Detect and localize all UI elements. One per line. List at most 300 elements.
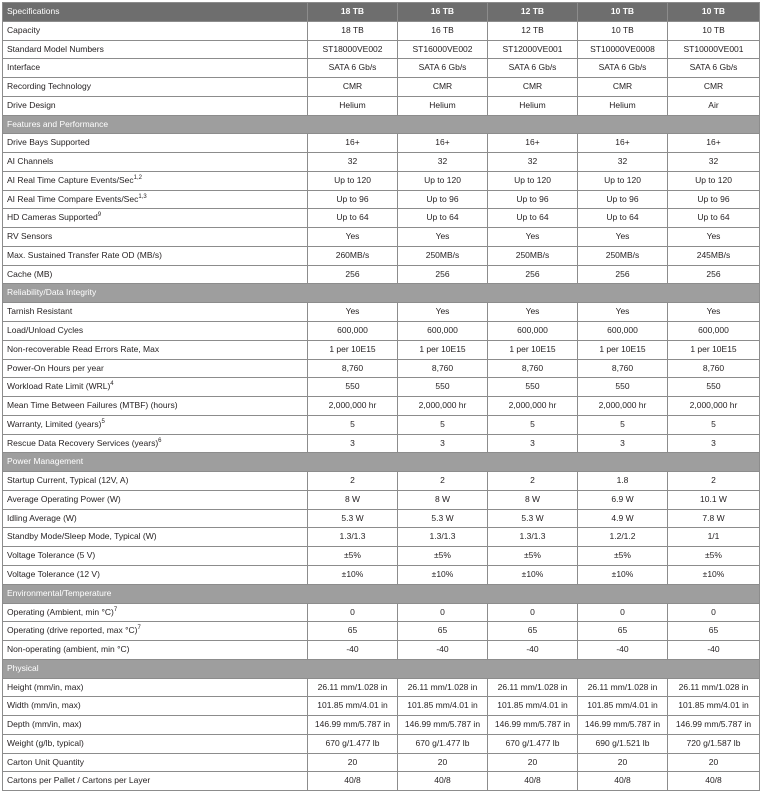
row-label-text: Capacity	[7, 24, 41, 35]
row-value-cell: CMR	[668, 78, 760, 97]
row-label-text: Average Operating Power (W)	[7, 493, 121, 504]
row-value-cell: Up to 64	[488, 209, 578, 228]
row-value-cell: 256	[488, 265, 578, 284]
row-value-cell: 2,000,000 hr	[488, 397, 578, 416]
row-value-cell: ±10%	[308, 565, 398, 584]
row-label	[3, 528, 308, 547]
table-row	[3, 209, 760, 228]
row-value-cell: Helium	[308, 96, 398, 115]
row-label	[3, 322, 308, 341]
row-value-cell: 2	[668, 472, 760, 491]
row-value-cell: 1.3/1.3	[308, 528, 398, 547]
row-value-cell: 4.9 W	[578, 509, 668, 528]
table-row	[3, 772, 760, 791]
row-value-cell: CMR	[398, 78, 488, 97]
row-value-cell: Up to 64	[668, 209, 760, 228]
section-title: Features and Performance	[3, 115, 760, 134]
row-value-cell: SATA 6 Gb/s	[488, 59, 578, 78]
table-row	[3, 134, 760, 153]
row-value-cell: 1.2/1.2	[578, 528, 668, 547]
row-label	[3, 228, 308, 247]
row-value-cell: 146.99 mm/5.787 in	[398, 716, 488, 735]
row-value-cell: 146.99 mm/5.787 in	[578, 716, 668, 735]
footnote-marker: 5	[101, 419, 105, 426]
row-value-cell: Yes	[308, 228, 398, 247]
row-value-cell: 16+	[398, 134, 488, 153]
row-value-cell: 1.8	[578, 472, 668, 491]
row-value-cell: 2	[308, 472, 398, 491]
row-value-cell: 146.99 mm/5.787 in	[668, 716, 760, 735]
row-label-text: Recording Technology	[7, 81, 91, 92]
row-value-cell: 12 TB	[488, 21, 578, 40]
row-value-cell: 26.11 mm/1.028 in	[398, 678, 488, 697]
footnote-marker: 6	[158, 437, 162, 444]
row-value-cell: 16+	[578, 134, 668, 153]
section-title: Power Management	[3, 453, 760, 472]
row-value-cell: 245MB/s	[668, 246, 760, 265]
row-label	[3, 78, 308, 97]
row-value-cell: CMR	[578, 78, 668, 97]
row-label-text: Standard Model Numbers	[7, 43, 104, 54]
table-row	[3, 359, 760, 378]
row-value-cell: Up to 96	[578, 190, 668, 209]
row-label-text: AI Real Time Capture Events/Sec	[7, 174, 134, 185]
row-value-cell: ST12000VE001	[488, 40, 578, 59]
row-label-text: Warranty, Limited (years)	[7, 418, 102, 429]
row-value-cell: 0	[398, 603, 488, 622]
row-value-cell: 3	[488, 434, 578, 453]
table-row	[3, 78, 760, 97]
row-value-cell: 670 g/1.477 lb	[308, 734, 398, 753]
row-value-cell: 26.11 mm/1.028 in	[308, 678, 398, 697]
row-label	[3, 340, 308, 359]
row-value-cell: 32	[578, 153, 668, 172]
table-row	[3, 228, 760, 247]
row-value-cell: 0	[308, 603, 398, 622]
row-value-cell: 720 g/1.587 lb	[668, 734, 760, 753]
row-value-cell: -40	[398, 641, 488, 660]
table-row	[3, 265, 760, 284]
row-label	[3, 603, 308, 622]
row-value-cell: ST10000VE001	[668, 40, 760, 59]
row-label-text: Carton Unit Quantity	[7, 756, 85, 767]
row-value-cell: 256	[578, 265, 668, 284]
row-value-cell: ST18000VE002	[308, 40, 398, 59]
row-value-cell: Up to 96	[668, 190, 760, 209]
row-label	[3, 378, 308, 397]
row-value-cell: 3	[578, 434, 668, 453]
section-header-row	[3, 115, 760, 134]
row-value-cell: ±5%	[578, 547, 668, 566]
row-label-text: AI Real Time Compare Events/Sec	[7, 193, 139, 204]
row-label	[3, 678, 308, 697]
row-value-cell: 5	[578, 415, 668, 434]
row-value-cell: 65	[398, 622, 488, 641]
row-value-cell: 670 g/1.477 lb	[398, 734, 488, 753]
row-label	[3, 59, 308, 78]
row-label-text: Interface	[7, 62, 41, 73]
table-row	[3, 734, 760, 753]
row-value-cell: 8,760	[488, 359, 578, 378]
table-header-row	[3, 3, 760, 22]
row-value-cell: 1 per 10E15	[398, 340, 488, 359]
row-label	[3, 265, 308, 284]
row-label	[3, 641, 308, 660]
row-value-cell: Up to 96	[488, 190, 578, 209]
row-value-cell: Yes	[488, 228, 578, 247]
row-label-text: Idling Average (W)	[7, 512, 77, 523]
row-value-cell: 5	[308, 415, 398, 434]
table-row	[3, 678, 760, 697]
row-label-text: Voltage Tolerance (5 V)	[7, 550, 96, 561]
row-value-cell: 40/8	[578, 772, 668, 791]
row-value-cell: 65	[668, 622, 760, 641]
row-value-cell: 256	[668, 265, 760, 284]
row-value-cell: 8 W	[308, 490, 398, 509]
row-label	[3, 134, 308, 153]
row-value-cell: 2,000,000 hr	[578, 397, 668, 416]
row-label	[3, 190, 308, 209]
row-value-cell: -40	[668, 641, 760, 660]
table-row	[3, 641, 760, 660]
section-title: Environmental/Temperature	[3, 584, 760, 603]
row-value-cell: 2	[488, 472, 578, 491]
footnote-marker: 7	[113, 606, 118, 613]
row-value-cell: ±5%	[308, 547, 398, 566]
row-label-text: HD Cameras Supported	[7, 212, 98, 223]
row-label-text: Standby Mode/Sleep Mode, Typical (W)	[7, 531, 157, 542]
row-value-cell: Up to 120	[398, 171, 488, 190]
row-value-cell: ST16000VE002	[398, 40, 488, 59]
row-value-cell: 65	[488, 622, 578, 641]
row-value-cell: 10 TB	[578, 21, 668, 40]
row-value-cell: 256	[398, 265, 488, 284]
row-value-cell: ±5%	[668, 547, 760, 566]
footnote-marker: 9	[97, 212, 102, 219]
row-value-cell: Air	[668, 96, 760, 115]
table-row	[3, 246, 760, 265]
row-value-cell: Yes	[488, 303, 578, 322]
table-row	[3, 565, 760, 584]
row-value-cell: Yes	[398, 228, 488, 247]
row-value-cell: SATA 6 Gb/s	[668, 59, 760, 78]
table-row	[3, 547, 760, 566]
table-row	[3, 21, 760, 40]
row-label-text: Workload Rate Limit (WRL)	[7, 381, 111, 392]
specifications-table	[2, 2, 760, 791]
row-label	[3, 772, 308, 791]
row-value-cell: Yes	[308, 303, 398, 322]
row-value-cell: 20	[488, 753, 578, 772]
row-label	[3, 397, 308, 416]
row-label	[3, 209, 308, 228]
row-value-cell: 10 TB	[668, 21, 760, 40]
row-value-cell: 32	[398, 153, 488, 172]
row-value-cell: 32	[668, 153, 760, 172]
row-value-cell: Yes	[668, 228, 760, 247]
row-value-cell: 550	[578, 378, 668, 397]
row-value-cell: 5	[398, 415, 488, 434]
table-row	[3, 59, 760, 78]
row-value-cell: 40/8	[308, 772, 398, 791]
row-label	[3, 21, 308, 40]
row-label	[3, 153, 308, 172]
section-header-row	[3, 284, 760, 303]
row-value-cell: 1 per 10E15	[668, 340, 760, 359]
row-label-text: Non-operating (ambient, min °C)	[7, 644, 130, 655]
row-value-cell: 1 per 10E15	[578, 340, 668, 359]
row-value-cell: 600,000	[308, 322, 398, 341]
section-title: Reliability/Data Integrity	[3, 284, 760, 303]
row-value-cell: SATA 6 Gb/s	[578, 59, 668, 78]
row-value-cell: 250MB/s	[578, 246, 668, 265]
row-value-cell: 256	[308, 265, 398, 284]
row-value-cell: Helium	[578, 96, 668, 115]
row-value-cell: ±10%	[668, 565, 760, 584]
row-value-cell: ST10000VE0008	[578, 40, 668, 59]
table-row	[3, 171, 760, 190]
section-header-row	[3, 453, 760, 472]
row-label-text: Power-On Hours per year	[7, 362, 104, 373]
row-value-cell: 3	[668, 434, 760, 453]
row-value-cell: 2,000,000 hr	[308, 397, 398, 416]
row-label-text: Operating (drive reported, max °C)	[7, 625, 138, 636]
row-label-text: Startup Current, Typical (12V, A)	[7, 475, 129, 486]
row-value-cell: 2,000,000 hr	[668, 397, 760, 416]
row-value-cell: 101.85 mm/4.01 in	[578, 697, 668, 716]
row-value-cell: SATA 6 Gb/s	[308, 59, 398, 78]
row-label-text: Height (mm/in, max)	[7, 681, 84, 692]
row-value-cell: 16+	[488, 134, 578, 153]
row-value-cell: -40	[488, 641, 578, 660]
header-column-1: 18 TB	[308, 3, 398, 22]
row-label-text: Voltage Tolerance (12 V)	[7, 568, 100, 579]
row-value-cell: Up to 120	[308, 171, 398, 190]
row-value-cell: 20	[668, 753, 760, 772]
row-value-cell: 40/8	[668, 772, 760, 791]
row-value-cell: 0	[668, 603, 760, 622]
table-row	[3, 153, 760, 172]
table-row	[3, 472, 760, 491]
row-value-cell: 16 TB	[398, 21, 488, 40]
row-value-cell: 20	[398, 753, 488, 772]
row-label-text: Load/Unload Cycles	[7, 325, 84, 336]
row-value-cell: 670 g/1.477 lb	[488, 734, 578, 753]
row-value-cell: 26.11 mm/1.028 in	[488, 678, 578, 697]
row-value-cell: 3	[398, 434, 488, 453]
row-value-cell: 550	[308, 378, 398, 397]
row-value-cell: 146.99 mm/5.787 in	[308, 716, 398, 735]
table-row	[3, 415, 760, 434]
row-value-cell: 250MB/s	[398, 246, 488, 265]
row-value-cell: 8,760	[668, 359, 760, 378]
row-value-cell: 5	[488, 415, 578, 434]
specifications-table-body	[3, 3, 760, 791]
row-value-cell: 16+	[308, 134, 398, 153]
table-row	[3, 697, 760, 716]
row-value-cell: 0	[578, 603, 668, 622]
row-value-cell: 600,000	[398, 322, 488, 341]
row-value-cell: ±5%	[488, 547, 578, 566]
row-value-cell: 20	[308, 753, 398, 772]
row-value-cell: Yes	[398, 303, 488, 322]
row-value-cell: 8 W	[488, 490, 578, 509]
row-value-cell: Yes	[578, 303, 668, 322]
row-value-cell: 690 g/1.521 lb	[578, 734, 668, 753]
row-value-cell: 550	[398, 378, 488, 397]
row-value-cell: Up to 120	[668, 171, 760, 190]
table-row	[3, 322, 760, 341]
table-row	[3, 490, 760, 509]
row-label-text: Cartons per Pallet / Cartons per Layer	[7, 775, 151, 786]
row-value-cell: 101.85 mm/4.01 in	[398, 697, 488, 716]
row-value-cell: 2,000,000 hr	[398, 397, 488, 416]
row-value-cell: -40	[308, 641, 398, 660]
row-value-cell: Yes	[578, 228, 668, 247]
row-value-cell: 550	[488, 378, 578, 397]
row-value-cell: 1 per 10E15	[308, 340, 398, 359]
row-value-cell: 600,000	[488, 322, 578, 341]
row-value-cell: Up to 120	[578, 171, 668, 190]
table-row	[3, 528, 760, 547]
row-value-cell: CMR	[308, 78, 398, 97]
row-value-cell: 40/8	[488, 772, 578, 791]
row-label	[3, 303, 308, 322]
table-row	[3, 622, 760, 641]
row-value-cell: 101.85 mm/4.01 in	[488, 697, 578, 716]
row-value-cell: 26.11 mm/1.028 in	[668, 678, 760, 697]
row-value-cell: -40	[578, 641, 668, 660]
header-column-5: 10 TB	[668, 3, 760, 22]
row-value-cell: 550	[668, 378, 760, 397]
header-column-2: 16 TB	[398, 3, 488, 22]
table-row	[3, 716, 760, 735]
row-label-text: Rescue Data Recovery Services (years)	[7, 437, 159, 448]
section-header-row	[3, 659, 760, 678]
row-label-text: Width (mm/in, max)	[7, 700, 81, 711]
footnote-marker: 7	[137, 625, 141, 632]
row-label	[3, 716, 308, 735]
footnote-marker: 1,3	[138, 193, 147, 200]
row-label-text: Operating (Ambient, min °C)	[7, 606, 114, 617]
row-label-text: Mean Time Between Failures (MTBF) (hours)	[7, 400, 178, 411]
row-value-cell: 1/1	[668, 528, 760, 547]
row-label	[3, 509, 308, 528]
table-row	[3, 603, 760, 622]
table-row	[3, 96, 760, 115]
footnote-marker: 1,2	[133, 175, 142, 182]
table-row	[3, 753, 760, 772]
row-value-cell: Up to 64	[398, 209, 488, 228]
row-value-cell: 10.1 W	[668, 490, 760, 509]
row-label	[3, 734, 308, 753]
table-row	[3, 378, 760, 397]
row-value-cell: 8,760	[578, 359, 668, 378]
header-column-4: 10 TB	[578, 3, 668, 22]
row-value-cell: 1 per 10E15	[488, 340, 578, 359]
row-value-cell: 101.85 mm/4.01 in	[668, 697, 760, 716]
table-row	[3, 434, 760, 453]
row-label-text: Weight (g/lb, typical)	[7, 737, 84, 748]
row-value-cell: Up to 120	[488, 171, 578, 190]
row-label	[3, 40, 308, 59]
table-row	[3, 40, 760, 59]
row-value-cell: ±10%	[398, 565, 488, 584]
row-label	[3, 171, 308, 190]
row-value-cell: 5.3 W	[398, 509, 488, 528]
row-value-cell: ±10%	[578, 565, 668, 584]
row-value-cell: 101.85 mm/4.01 in	[308, 697, 398, 716]
row-value-cell: 0	[488, 603, 578, 622]
row-value-cell: Up to 96	[398, 190, 488, 209]
row-value-cell: 1.3/1.3	[398, 528, 488, 547]
row-value-cell: 32	[488, 153, 578, 172]
header-column-3: 12 TB	[488, 3, 578, 22]
row-value-cell: 600,000	[578, 322, 668, 341]
row-value-cell: ±10%	[488, 565, 578, 584]
row-value-cell: CMR	[488, 78, 578, 97]
row-label-text: Drive Bays Supported	[7, 137, 90, 148]
section-header-row	[3, 584, 760, 603]
row-value-cell: 5.3 W	[488, 509, 578, 528]
row-value-cell: Helium	[398, 96, 488, 115]
table-row	[3, 340, 760, 359]
row-label	[3, 359, 308, 378]
row-value-cell: 6.9 W	[578, 490, 668, 509]
row-value-cell: 7.8 W	[668, 509, 760, 528]
row-value-cell: 32	[308, 153, 398, 172]
row-label	[3, 622, 308, 641]
row-label	[3, 697, 308, 716]
row-value-cell: Up to 96	[308, 190, 398, 209]
row-value-cell: 5	[668, 415, 760, 434]
row-label	[3, 246, 308, 265]
row-value-cell: Yes	[668, 303, 760, 322]
row-label	[3, 565, 308, 584]
row-value-cell: 8,760	[398, 359, 488, 378]
row-label	[3, 415, 308, 434]
section-title: Physical	[3, 659, 760, 678]
row-label-text: RV Sensors	[7, 231, 53, 242]
row-label-text: Max. Sustained Transfer Rate OD (MB/s)	[7, 249, 162, 260]
row-value-cell: 16+	[668, 134, 760, 153]
row-value-cell: 600,000	[668, 322, 760, 341]
row-label-text: AI Channels	[7, 156, 54, 167]
row-label	[3, 96, 308, 115]
row-label	[3, 472, 308, 491]
row-value-cell: 65	[308, 622, 398, 641]
row-value-cell: 1.3/1.3	[488, 528, 578, 547]
row-value-cell: 5.3 W	[308, 509, 398, 528]
footnote-marker: 4	[110, 381, 114, 388]
row-value-cell: SATA 6 Gb/s	[398, 59, 488, 78]
row-value-cell: 8,760	[308, 359, 398, 378]
row-label	[3, 753, 308, 772]
row-value-cell: 65	[578, 622, 668, 641]
table-row	[3, 509, 760, 528]
row-label-text: Depth (mm/in, max)	[7, 719, 82, 730]
table-row	[3, 190, 760, 209]
row-value-cell: 40/8	[398, 772, 488, 791]
row-value-cell: 8 W	[398, 490, 488, 509]
row-value-cell: 3	[308, 434, 398, 453]
row-label-text: Tarnish Resistant	[7, 306, 73, 317]
row-label	[3, 490, 308, 509]
row-value-cell: 26.11 mm/1.028 in	[578, 678, 668, 697]
table-row	[3, 397, 760, 416]
row-value-cell: Up to 64	[308, 209, 398, 228]
row-value-cell: 20	[578, 753, 668, 772]
